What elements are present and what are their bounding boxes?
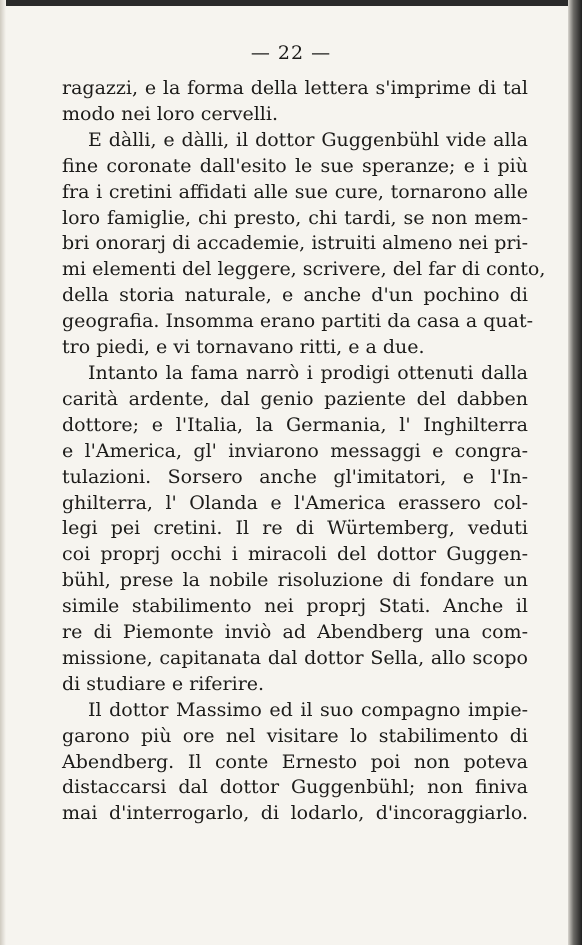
paragraph-1 — [62, 76, 528, 128]
text-line: distaccarsi dal dottor Guggenbühl; non finiva — [62, 776, 528, 799]
text-line: tulazioni. Sorsero anche gl'imitatori, e l'In- — [62, 465, 528, 488]
text-line: tro piedi, e vi tornavano ritti, e a due. — [62, 336, 425, 359]
paragraph-2 — [62, 128, 546, 361]
body-text — [62, 76, 546, 827]
text-line: modo nei loro cervelli. — [62, 102, 278, 125]
text-line: fra i cretini affidati alle sue cure, tornarono alle — [62, 180, 528, 203]
text-line: bühl, prese la nobile risoluzione di fondare un — [62, 569, 528, 592]
text-line: di studiare e riferire. — [62, 672, 265, 695]
text-line: mai d'interrogarlo, di lodarlo, d'incoraggiarlo. — [62, 802, 528, 825]
text-line: garono più ore nel visitare lo stabilimento di — [62, 724, 528, 747]
text-line: e l'America, gl' inviarono messaggi e congra- — [62, 439, 528, 462]
text-line: carità ardente, dal genio paziente del dabben — [62, 387, 528, 410]
text-line: Abendberg. Il conte Ernesto poi non poteva — [62, 750, 528, 773]
text-line: Intanto la fama narrò i prodigi ottenuti dalla — [88, 361, 528, 384]
page-left-edge — [0, 0, 6, 945]
text-line: legi pei cretini. Il re di Würtemberg, veduti — [62, 517, 528, 540]
text-line: mi elementi del leggere, scrivere, del far di conto, — [62, 258, 546, 281]
text-line: coi proprj occhi i miracoli del dottor Guggen- — [62, 543, 528, 566]
text-line: simile stabilimento nei proprj Stati. Anche il — [62, 595, 528, 618]
paragraph-4 — [62, 698, 528, 828]
page-binding-edge — [568, 0, 582, 945]
text-line: bri onorarj di accademie, istruiti almeno nei pri- — [62, 232, 528, 255]
text-line: Il dottor Massimo ed il suo compagno impie- — [88, 698, 528, 721]
text-line: ghilterra, l' Olanda e l'America erassero col- — [62, 491, 528, 514]
paragraph-3 — [62, 361, 528, 698]
page-top-edge — [0, 0, 582, 6]
text-line: ragazzi, e la forma della lettera s'imprime di tal — [62, 77, 528, 99]
text-line: geografia. Insomma erano partiti da casa a quat- — [62, 310, 534, 333]
text-line: della storia naturale, e anche d'un pochino di — [62, 284, 528, 307]
page-number: — 22 — — [250, 42, 332, 64]
text-line: re di Piemonte inviò ad Abendberg una com- — [62, 621, 528, 644]
text-line: E dàlli, e dàlli, il dottor Guggenbühl vide alla — [88, 128, 528, 151]
text-line: dottore; e l'Italia, la Germania, l' Inghilterra — [62, 413, 528, 436]
text-line: fine coronate dall'esito le sue speranze; e i più — [62, 154, 528, 177]
text-line: missione, capitanata dal dottor Sella, allo scopo — [62, 646, 528, 669]
text-line: loro famiglie, chi presto, chi tardi, se non mem- — [62, 206, 528, 229]
